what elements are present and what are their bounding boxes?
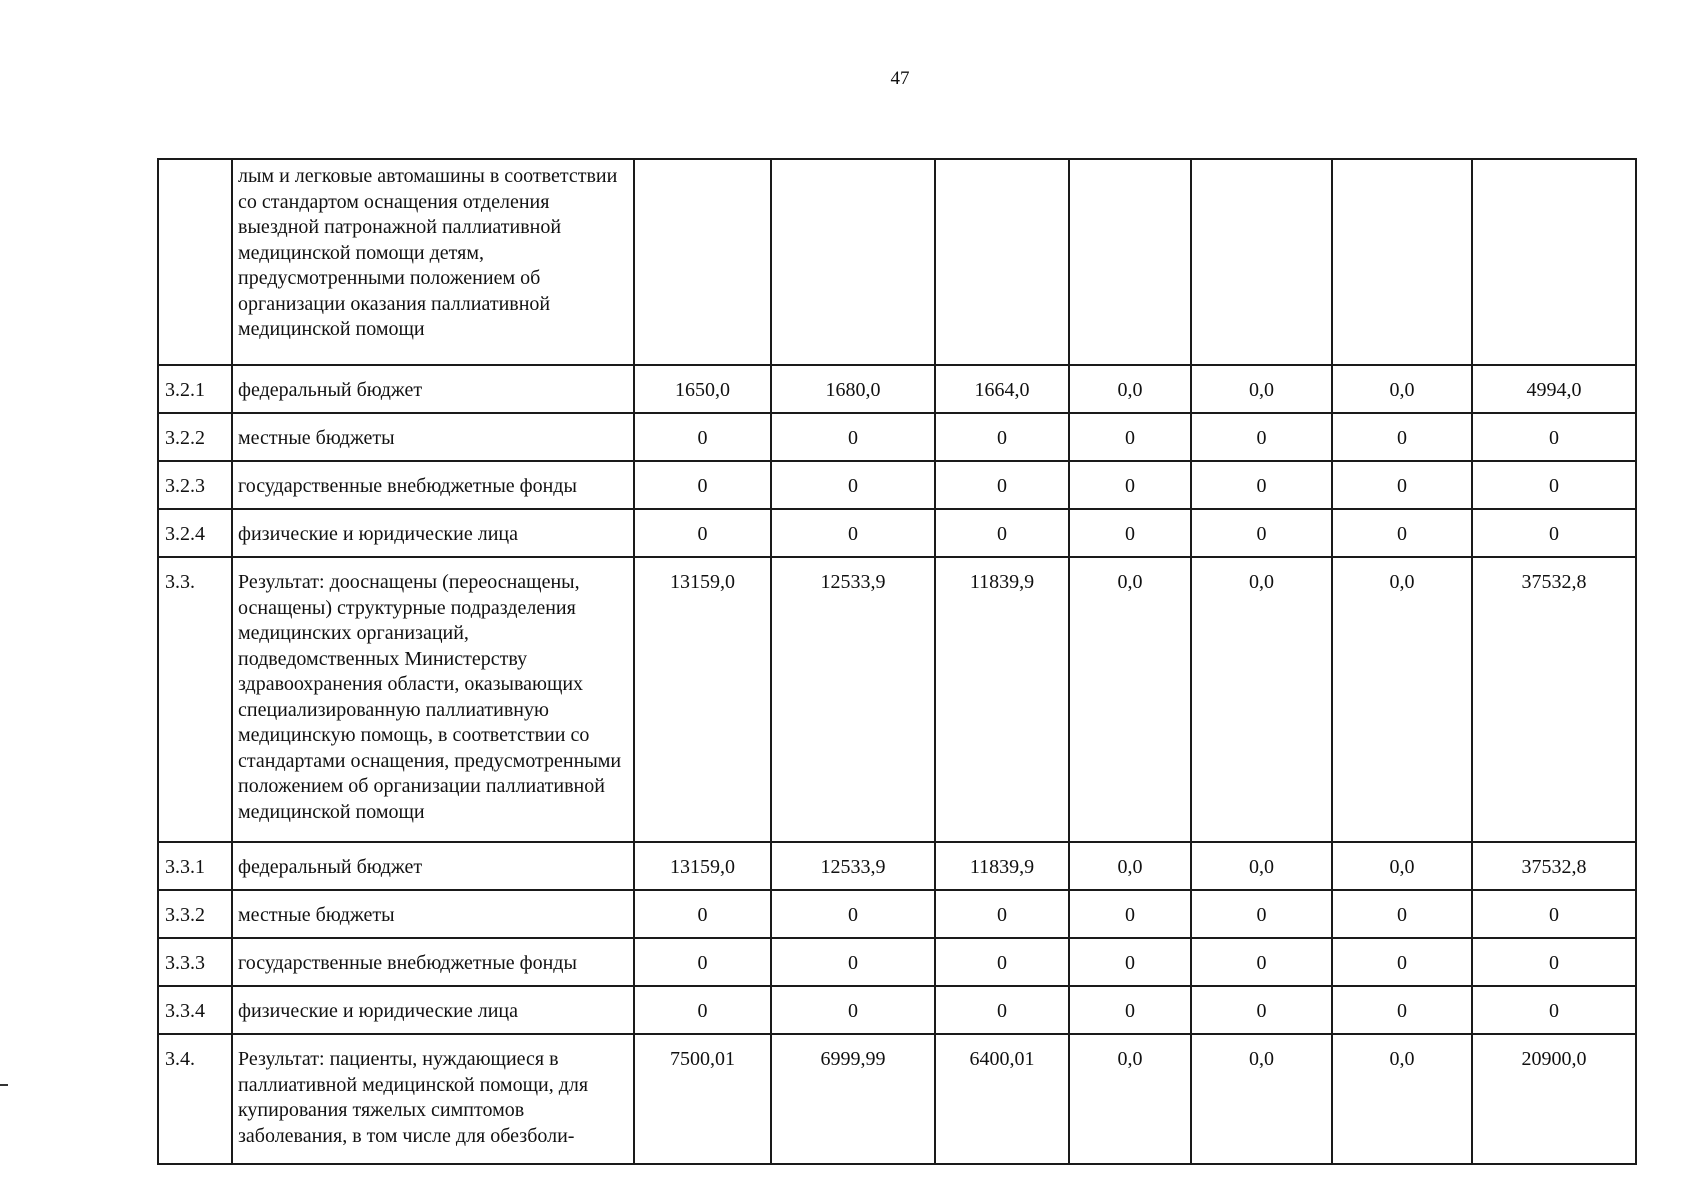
value-cell: 0 [935, 461, 1069, 509]
value-cell: 0 [1191, 938, 1332, 986]
value-cell: 0 [1332, 890, 1472, 938]
value-cell: 0 [1472, 509, 1636, 557]
value-cell: 0 [771, 986, 935, 1034]
table-row [158, 365, 1636, 413]
value-cell: 0,0 [1069, 1034, 1191, 1164]
value-cell: 0,0 [1069, 842, 1191, 890]
value-cell: 0 [634, 413, 771, 461]
value-cell: 12533,9 [771, 557, 935, 842]
row-description: местные бюджеты [232, 413, 634, 461]
value-cell: 1650,0 [634, 365, 771, 413]
value-cell: 0,0 [1069, 365, 1191, 413]
value-cell: 0,0 [1191, 1034, 1332, 1164]
value-cell: 11839,9 [935, 842, 1069, 890]
row-description: государственные внебюджетные фонды [232, 461, 634, 509]
value-cell: 0 [1191, 413, 1332, 461]
value-cell: 0 [1332, 938, 1472, 986]
row-code: 3.3.1 [158, 842, 232, 890]
value-cell: 0 [1069, 509, 1191, 557]
value-cell: 37532,8 [1472, 557, 1636, 842]
row-code [158, 159, 232, 365]
row-description: федеральный бюджет [232, 842, 634, 890]
value-cell: 0,0 [1332, 365, 1472, 413]
value-cell: 0 [634, 890, 771, 938]
budget-table [157, 158, 1637, 1165]
value-cell: 0 [1069, 461, 1191, 509]
row-description: местные бюджеты [232, 890, 634, 938]
value-cell: 0 [771, 413, 935, 461]
value-cell: 0 [1191, 461, 1332, 509]
row-code: 3.4. [158, 1034, 232, 1164]
value-cell: 0,0 [1191, 365, 1332, 413]
value-cell: 0 [1069, 890, 1191, 938]
table-row [158, 1034, 1636, 1164]
value-cell: 1680,0 [771, 365, 935, 413]
table-row [158, 509, 1636, 557]
value-cell: 0 [935, 938, 1069, 986]
row-code: 3.3. [158, 557, 232, 842]
row-code: 3.2.1 [158, 365, 232, 413]
value-cell [634, 159, 771, 365]
value-cell: 11839,9 [935, 557, 1069, 842]
value-cell: 0 [1472, 461, 1636, 509]
value-cell [771, 159, 935, 365]
table-row [158, 890, 1636, 938]
row-description: федеральный бюджет [232, 365, 634, 413]
page-number: 47 [890, 68, 910, 89]
value-cell: 0 [935, 509, 1069, 557]
table-row [158, 842, 1636, 890]
value-cell [935, 159, 1069, 365]
value-cell: 0,0 [1069, 557, 1191, 842]
value-cell: 0 [771, 461, 935, 509]
value-cell: 0 [1069, 986, 1191, 1034]
value-cell: 0,0 [1191, 842, 1332, 890]
table-row [158, 413, 1636, 461]
row-description: лым и легковые автомашины в соответствии со стандартом оснащения отделения выездной патронажной паллиативной медицинской помощи детям, предусмотренными положением об организации оказания паллиативной медицинской помощи [232, 159, 634, 365]
value-cell: 0 [935, 890, 1069, 938]
value-cell [1069, 159, 1191, 365]
row-description: государственные внебюджетные фонды [232, 938, 634, 986]
value-cell: 0,0 [1332, 1034, 1472, 1164]
value-cell: 0,0 [1332, 557, 1472, 842]
value-cell [1191, 159, 1332, 365]
value-cell: 0 [1472, 890, 1636, 938]
value-cell: 13159,0 [634, 557, 771, 842]
row-code: 3.2.3 [158, 461, 232, 509]
value-cell: 0 [1472, 938, 1636, 986]
value-cell: 0 [1191, 509, 1332, 557]
value-cell: 12533,9 [771, 842, 935, 890]
value-cell: 0 [935, 986, 1069, 1034]
value-cell: 0,0 [1332, 842, 1472, 890]
value-cell: 0 [1069, 938, 1191, 986]
row-description: физические и юридические лица [232, 509, 634, 557]
value-cell [1472, 159, 1636, 365]
table-row [158, 986, 1636, 1034]
value-cell: 0 [634, 938, 771, 986]
table-row [158, 159, 1636, 365]
row-code: 3.3.3 [158, 938, 232, 986]
value-cell: 0,0 [1191, 557, 1332, 842]
value-cell: 0 [1472, 986, 1636, 1034]
value-cell: 0 [634, 461, 771, 509]
row-code: 3.3.4 [158, 986, 232, 1034]
value-cell: 0 [1332, 509, 1472, 557]
table-row [158, 557, 1636, 842]
value-cell: 4994,0 [1472, 365, 1636, 413]
value-cell: 7500,01 [634, 1034, 771, 1164]
table-row [158, 461, 1636, 509]
row-description: Результат: пациенты, нуждающиеся в паллиативной медицинской помощи, для купирования тяжелых симптомов заболевания, в том числе для обезболи- [232, 1034, 634, 1164]
value-cell: 0 [1472, 413, 1636, 461]
value-cell: 0 [771, 890, 935, 938]
value-cell [1332, 159, 1472, 365]
row-description: физические и юридические лица [232, 986, 634, 1034]
value-cell: 0 [634, 986, 771, 1034]
value-cell: 0 [1332, 461, 1472, 509]
value-cell: 0 [1069, 413, 1191, 461]
margin-mark [0, 1084, 8, 1086]
value-cell: 13159,0 [634, 842, 771, 890]
value-cell: 0 [1332, 986, 1472, 1034]
value-cell: 37532,8 [1472, 842, 1636, 890]
row-code: 3.3.2 [158, 890, 232, 938]
value-cell: 0 [1191, 986, 1332, 1034]
table-row [158, 938, 1636, 986]
value-cell: 6400,01 [935, 1034, 1069, 1164]
value-cell: 0 [935, 413, 1069, 461]
value-cell: 0 [634, 509, 771, 557]
value-cell: 0 [771, 509, 935, 557]
value-cell: 6999,99 [771, 1034, 935, 1164]
value-cell: 20900,0 [1472, 1034, 1636, 1164]
row-code: 3.2.4 [158, 509, 232, 557]
value-cell: 0 [1191, 890, 1332, 938]
value-cell: 1664,0 [935, 365, 1069, 413]
row-code: 3.2.2 [158, 413, 232, 461]
row-description: Результат: дооснащены (переоснащены, оснащены) структурные подразделения медицинских организаций, подведомственных Министерству здравоохранения области, оказывающих специализированную паллиативную медицинскую помощь, в соответствии со стандартами оснащения, предусмотренными положением об организации паллиативной медицинской помощи [232, 557, 634, 842]
value-cell: 0 [771, 938, 935, 986]
value-cell: 0 [1332, 413, 1472, 461]
